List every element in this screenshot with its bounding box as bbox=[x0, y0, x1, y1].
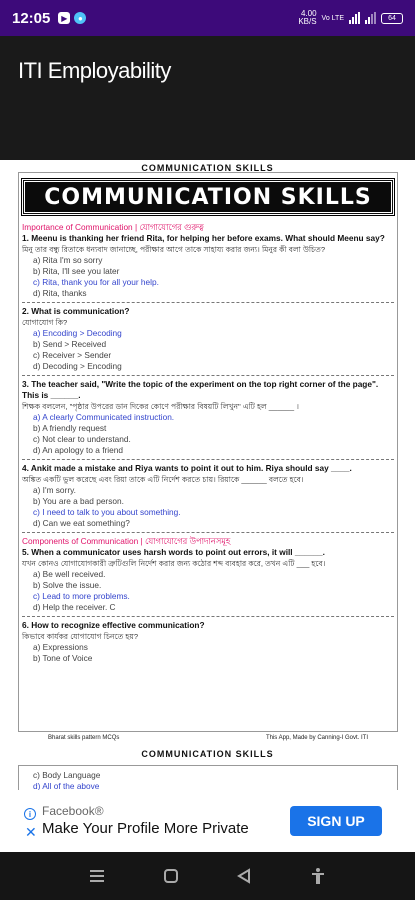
option-item: a) Encoding > Decoding bbox=[33, 328, 122, 338]
app-title: ITI Employability bbox=[18, 58, 171, 83]
option-item: b) Solve the issue. bbox=[33, 580, 102, 590]
question-translation: যোগাযোগ কি? bbox=[22, 318, 68, 327]
options-list bbox=[22, 642, 394, 664]
page-header: COMMUNICATION SKILLS bbox=[141, 163, 274, 173]
option-item: c) Not clear to understand. bbox=[33, 434, 131, 444]
divider bbox=[22, 302, 394, 303]
question-text: 5. When a communicator uses harsh words to point out errors, it will ______. bbox=[22, 547, 325, 557]
question-translation: যখন কোনও যোগাযোগকারী ত্রুটিগুলি নির্দেশ করার জন্য কঠোর শব্দ ব্যবহার করে, তখন এটি ___ হবে। bbox=[22, 559, 326, 568]
option-item: d) All of the above bbox=[33, 781, 100, 790]
question-text: 2. What is communication? bbox=[22, 306, 130, 316]
page-footer bbox=[18, 735, 398, 741]
page2-header: COMMUNICATION SKILLS bbox=[141, 749, 274, 759]
option-item: a) Expressions bbox=[33, 642, 88, 652]
options-list bbox=[22, 412, 394, 456]
option-item: a) Rita I'm so sorry bbox=[33, 255, 103, 265]
options-list bbox=[22, 569, 394, 613]
question-translation: শিক্ষক বললেন, "পৃষ্ঠার উপরের ডান দিকের কোণে পরীক্ষার বিষয়টি লিখুন" এটি হল ______ । bbox=[22, 402, 299, 411]
option-item: a) I'm sorry. bbox=[33, 485, 76, 495]
battery-icon: 64 bbox=[381, 13, 403, 24]
options-list bbox=[22, 485, 394, 529]
question-translation: মিনু তার বন্ধু রিতাকে ধন্যবাদ জানাচ্ছে, পরীক্ষার আগে তাকে সাহায্য করার জন্য। মিনুর কী বলা উচিত? bbox=[22, 245, 326, 254]
option-item: c) I need to talk to you about something. bbox=[33, 507, 181, 517]
divider bbox=[22, 375, 394, 376]
status-right bbox=[298, 10, 403, 26]
home-icon[interactable] bbox=[159, 864, 183, 888]
ad-signup-button[interactable]: SIGN UP bbox=[290, 806, 382, 836]
option-item: b) Tone of Voice bbox=[33, 653, 93, 663]
ad-close-icon[interactable]: ✕ bbox=[25, 824, 37, 840]
navigation-bar bbox=[0, 852, 415, 900]
option-item: a) Be well received. bbox=[33, 569, 106, 579]
app-bar bbox=[0, 36, 415, 160]
option-item: d) Rita, thanks bbox=[33, 288, 87, 298]
footer-right: This App, Made by Canning-I Govt. ITI bbox=[265, 735, 368, 741]
signal-icon bbox=[349, 12, 360, 24]
option-item: c) Body Language bbox=[33, 770, 101, 780]
ad-banner[interactable] bbox=[0, 790, 415, 852]
option-item: b) Send > Received bbox=[33, 339, 107, 349]
option-item: c) Receiver > Sender bbox=[33, 350, 112, 360]
option-item: b) Rita, I'll see you later bbox=[33, 266, 120, 276]
signal-icon-2 bbox=[365, 12, 376, 24]
questions-body bbox=[19, 218, 397, 668]
option-item: c) Rita, thank you for all your help. bbox=[33, 277, 159, 287]
question-text: 6. How to recognize effective communication? bbox=[22, 620, 205, 630]
question-text: 4. Ankit made a mistake and Riya wants to point it out to him. Riya should say ____. bbox=[22, 463, 352, 473]
options-list bbox=[22, 255, 394, 299]
divider bbox=[22, 459, 394, 460]
option-item: c) Lead to more problems. bbox=[33, 591, 130, 601]
option-item: b) A friendly request bbox=[33, 423, 107, 433]
lte-indicator: Vo LTE bbox=[321, 14, 344, 22]
option-item: a) A clearly Communicated instruction. bbox=[33, 412, 175, 422]
document-page-2 bbox=[18, 765, 398, 790]
status-bar bbox=[0, 0, 415, 36]
notification-icon: ● bbox=[74, 12, 86, 24]
ad-source: Facebook® bbox=[42, 804, 104, 818]
ad-info-icon[interactable]: i bbox=[24, 808, 36, 820]
section-title: Importance of Communication | যোগাযোগের গুরুত্ব bbox=[22, 222, 204, 232]
youtube-icon: ▶ bbox=[58, 12, 70, 24]
banner-title: COMMUNICATION SKILLS bbox=[22, 179, 394, 215]
option-item: b) You are a bad person. bbox=[33, 496, 124, 506]
divider bbox=[22, 616, 394, 617]
footer-left: Bharat skills pattern MCQs bbox=[48, 735, 120, 741]
option-item: d) Help the receiver. C bbox=[33, 602, 116, 612]
network-speed: 4.00 KB/S bbox=[298, 9, 317, 26]
question-translation: কিভাবে কার্যকর যোগাযোগ চিনতে হয়? bbox=[22, 632, 139, 641]
divider bbox=[22, 532, 394, 533]
ad-text: Make Your Profile More Private bbox=[42, 820, 249, 837]
question-text: 3. The teacher said, "Write the topic of the experiment on the top right corner of the page". This is ______. bbox=[22, 379, 379, 400]
accessibility-icon[interactable] bbox=[306, 864, 330, 888]
options-list bbox=[22, 328, 394, 372]
recent-apps-icon[interactable] bbox=[85, 864, 109, 888]
option-item: d) Decoding > Encoding bbox=[33, 361, 122, 371]
document-viewer[interactable] bbox=[0, 160, 415, 790]
question-text: 1. Meenu is thanking her friend Rita, for helping her before exams. What should Meenu say? bbox=[22, 233, 385, 243]
option-item: d) Can we eat something? bbox=[33, 518, 130, 528]
section-title: Components of Communication | যোগাযোগের উপাদানসমূহ bbox=[22, 536, 231, 546]
question-translation: অঙ্কিত একটি ভুল করেছে এবং রিয়া তাকে এটি নির্দেশ করতে চায়। রিয়াকে ______ বলতে হবে। bbox=[22, 475, 304, 484]
back-icon[interactable] bbox=[232, 864, 256, 888]
status-time: 12:05 bbox=[12, 9, 51, 27]
option-item: d) An apology to a friend bbox=[33, 445, 123, 455]
document-page bbox=[18, 172, 398, 732]
